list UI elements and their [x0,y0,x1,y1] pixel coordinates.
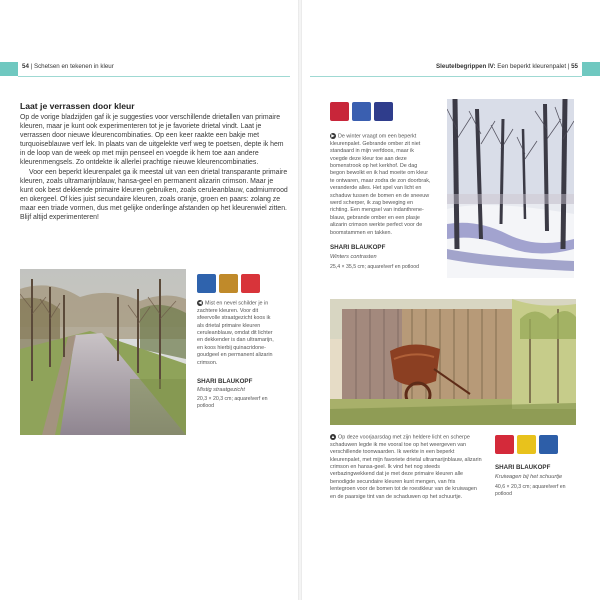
chapter-title: Sleutelbegrippen IV: [436,63,496,70]
artwork-details: 25,4 × 35,5 cm; aquarelverf en potlood [330,264,419,270]
header-accent-bar [582,62,600,76]
color-swatch [495,435,514,454]
header-rule [18,76,290,77]
page-number: 55 [571,63,578,70]
figure-caption [330,434,482,501]
arrow-right-icon: ▶ [331,133,335,138]
caption-text: Op deze voorjaarsdag met zijn heldere licht en scherpe schaduwen legde ik me vooral toe op het weergeven van verschillende toonwaarden. Ik werkte in een beperkt kleurenpalet, met mijn favoriete drietal ultramarijnblauw, alizarin crimson en hansa-geel. Ik vind het nog steeds verbazingwekkend dat je met deze primaire kleuren alle benodigde secundaire kleuren kunt mengen, van fris lentegroen voor de bomen tot de roestkleur van de kruiwagen en de paarsige tint van de schaduwen op het schuurtje. [330,434,482,500]
header-rule [310,76,582,77]
header-accent-bar [0,62,18,76]
header-divider: | [30,63,34,70]
arrow-up-icon: ▲ [330,434,336,439]
color-swatches [495,435,558,454]
artwork-title: Mistig straatgezicht [197,387,245,393]
article-title: Laat je verrassen door kleur [20,101,135,111]
color-swatch [197,274,216,293]
right-page-header [436,63,578,70]
painting-wheelbarrow-shed [330,299,576,425]
right-page [300,0,600,600]
left-page-header [22,63,114,70]
article-body [20,113,288,222]
artist-name: SHARI BLAUKOPF [330,244,386,251]
figure-caption [197,300,275,367]
wheelbarrow-image [330,299,576,425]
caption-text: De winter vraagt om een beperkt kleurenpalet. Gebrande omber zit niet standaard in mijn verfdoos, maar ik voegde deze kleur toe aan deze bomenstrook op het kerkhof. De dag begon bewolkt en ik had moeite om kleur te ontwaren, maar zodra de zon doorbrak, veranderde alles. Het spel van licht en schaduw tussen de bomen en de sneeuw werd scherper, ik zag beweging en richting. Een mengsel van indanthrene-blauw, gebrande omber en een plasje alizarin crimson werkte perfect voor de boomstammen en takken. [330,133,431,236]
section-title: Schetsen en tekenen in kleur [33,63,114,70]
misty-street-image [20,269,186,435]
color-swatch [352,102,371,121]
section-title: Een beperkt kleurenpalet [497,63,567,70]
artwork-details: 40,6 × 20,3 cm; aquarelverf en potlood [495,484,566,497]
color-swatch [517,435,536,454]
color-swatch [330,102,349,121]
color-swatches [330,102,393,121]
winter-trees-image [447,99,574,278]
body-paragraph: Voor een beperkt kleurenpalet ga ik meestal uit van een drietal transparante primaire kleuren, zoals ultramarijnblauw, hansa-geel en permanent alizarin crimson. Maar je kunt ook best dekkende primaire kleuren gebruiken, zoals ceruleanblauw, cadmiumrood en okergeel. Of kies juist secundaire kleuren, zoals oranje, groen en paars: zolang ze maar een triade vormen, dus met gelijke onderlinge afstanden op het kleurenwiel zitten. Blijf altijd experimenteren! [20,168,288,222]
painting-winter-trees [447,99,574,278]
caption-text: Mist en nevel schilder je in zachtere kleuren. Voor dit sfeervolle straatgezicht koos ik als drietal primaire kleuren ceruleanblauw, omdat dit lichter en dekkender is dan ultramarijn, en koos hierbij quinacridone-goudgeel en permanent alizarin crimson. [197,300,274,366]
painting-misty-street [20,269,186,435]
artwork-title: Winters contrasten [330,254,377,260]
body-paragraph: Op de vorige bladzijden gaf ik je suggesties voor verschillende drietallen van primaire kleuren, maar je kunt ook experimenteren tot je je favoriete drietal vindt. Laat je verrassen door nieuwe kleurencombinaties. Op een keer raakte een bakje met turquoiseblauwe verf lek. In plaats van de uitgelekte verf weg te poetsen, depte ik hem in de loop van de week op met mijn penseel en voegde ik hem toe aan andere kleurenmengsels. Zo ontdekte ik allerlei prachtige nieuwe kleurencombinaties. [20,114,284,167]
arrow-left-icon: ◀ [198,300,202,305]
color-swatches [197,274,260,293]
artwork-title: Kruiwagen bij het schuurtje [495,474,563,480]
color-swatch [539,435,558,454]
color-swatch [219,274,238,293]
header-divider: | [567,63,572,70]
color-swatch [241,274,260,293]
artist-name: SHARI BLAUKOPF [495,464,551,471]
artwork-details: 20,3 × 20,3 cm; aquarelverf en potlood [197,396,268,409]
page-number: 54 [22,63,29,70]
artist-name: SHARI BLAUKOPF [197,378,253,385]
figure-caption [330,133,432,237]
color-swatch [374,102,393,121]
